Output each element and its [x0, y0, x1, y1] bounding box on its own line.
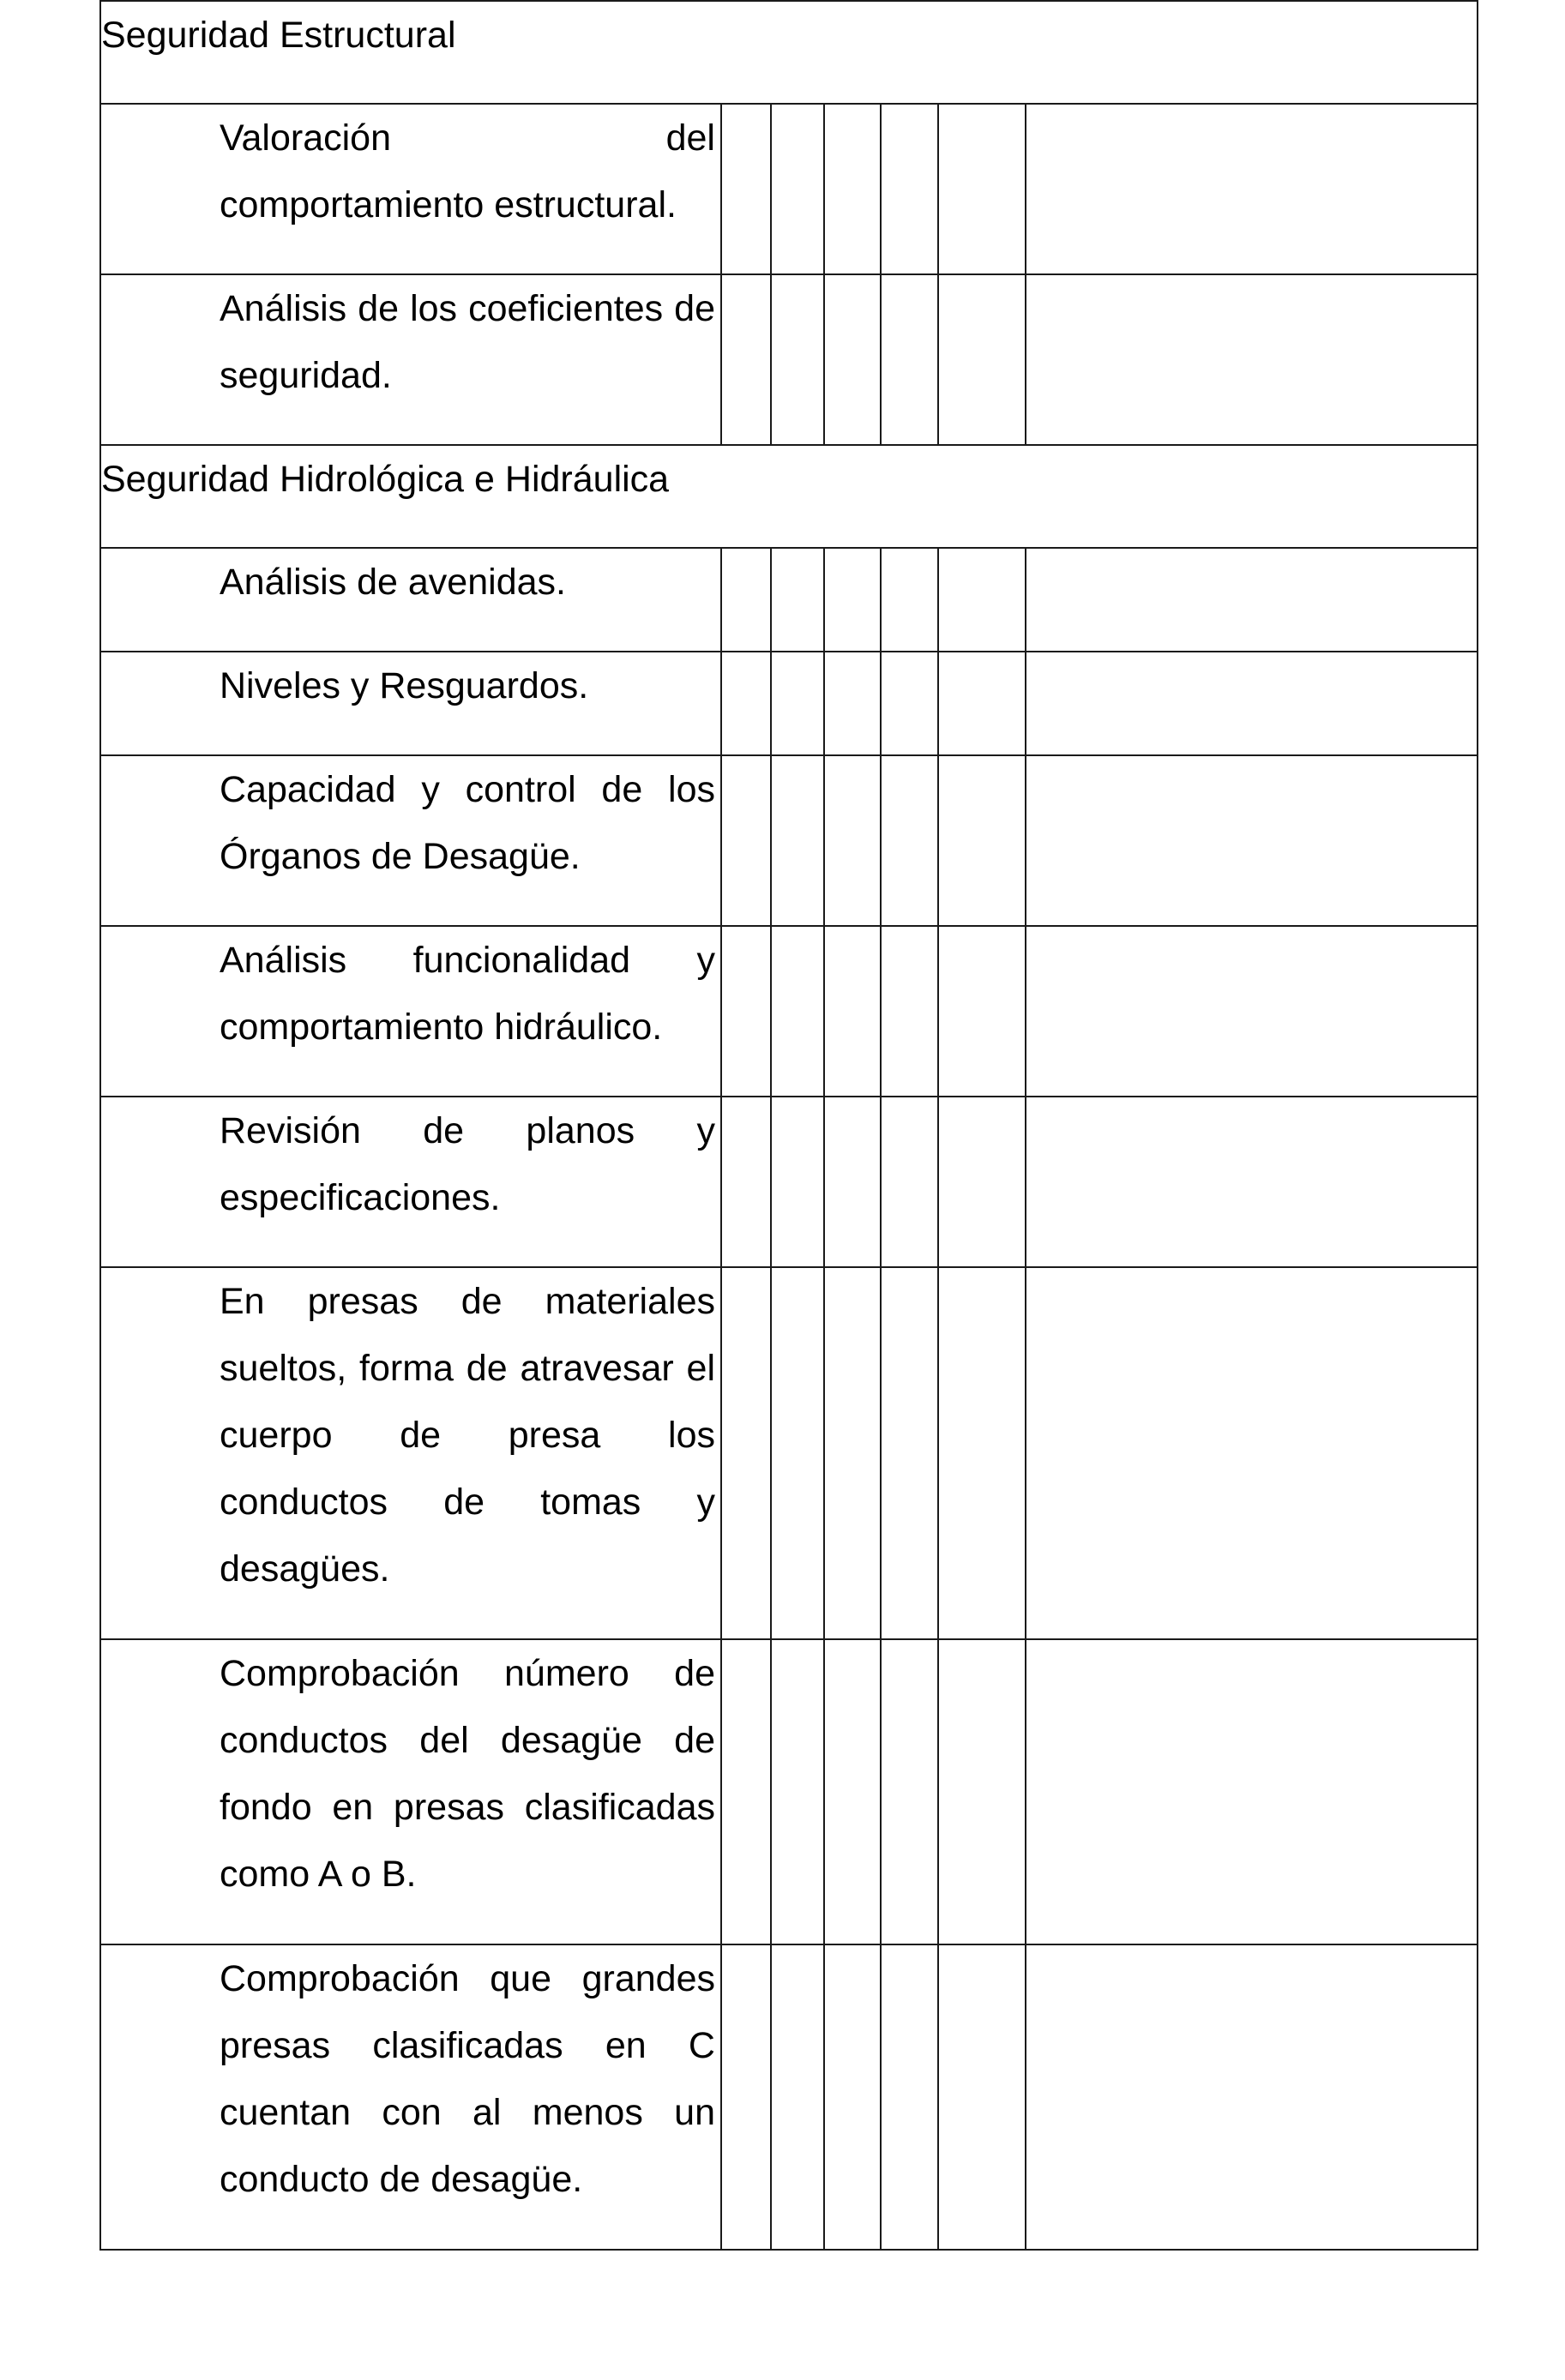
check-cell[interactable] [881, 652, 938, 755]
check-cell[interactable] [824, 274, 881, 445]
check-cell[interactable] [721, 755, 771, 926]
check-cell[interactable] [771, 548, 824, 652]
check-cell[interactable] [824, 755, 881, 926]
item-description-cell [100, 652, 721, 755]
check-cell[interactable] [721, 1639, 771, 1944]
check-cell[interactable] [881, 926, 938, 1097]
check-cell[interactable] [771, 1639, 824, 1944]
check-cell[interactable] [824, 1944, 881, 2250]
check-cell[interactable] [881, 755, 938, 926]
observations-cell[interactable] [1026, 274, 1478, 445]
check-cell[interactable] [824, 1097, 881, 1267]
observations-cell[interactable] [1026, 1639, 1478, 1944]
observations-cell[interactable] [1026, 755, 1478, 926]
check-cell[interactable] [721, 1944, 771, 2250]
observations-cell[interactable] [1026, 1097, 1478, 1267]
section-title: Seguridad Hidrológica e Hidráulica [100, 445, 1478, 548]
observations-cell[interactable] [1026, 926, 1478, 1097]
check-cell[interactable] [938, 926, 1026, 1097]
checklist-row [100, 104, 1478, 274]
check-cell[interactable] [771, 1944, 824, 2250]
check-cell[interactable] [938, 755, 1026, 926]
check-cell[interactable] [881, 1097, 938, 1267]
section-title: Seguridad Estructural [100, 1, 1478, 104]
check-cell[interactable] [721, 104, 771, 274]
check-cell[interactable] [938, 274, 1026, 445]
observations-cell[interactable] [1026, 1267, 1478, 1639]
checklist-row [100, 548, 1478, 652]
check-cell[interactable] [881, 1944, 938, 2250]
check-cell[interactable] [824, 548, 881, 652]
checklist-row [100, 926, 1478, 1097]
check-cell[interactable] [938, 652, 1026, 755]
checklist-row [100, 755, 1478, 926]
check-cell[interactable] [824, 1267, 881, 1639]
check-cell[interactable] [881, 1639, 938, 1944]
item-description: Comprobación que grandes presas clasificadas en C cuentan con al menos un conducto de desagüe. [220, 1958, 715, 2200]
check-cell[interactable] [881, 274, 938, 445]
check-cell[interactable] [881, 1267, 938, 1639]
observations-cell[interactable] [1026, 548, 1478, 652]
item-description-cell [100, 1267, 721, 1639]
check-cell[interactable] [771, 652, 824, 755]
check-cell[interactable] [771, 1097, 824, 1267]
checklist-row [100, 1639, 1478, 1944]
observations-cell[interactable] [1026, 1944, 1478, 2250]
check-cell[interactable] [721, 1267, 771, 1639]
observations-cell[interactable] [1026, 104, 1478, 274]
item-description: Capacidad y control de los Órganos de Desagüe. [220, 769, 715, 877]
section-header-row [100, 1, 1478, 104]
checklist-row [100, 1944, 1478, 2250]
check-cell[interactable] [771, 926, 824, 1097]
item-description-cell [100, 548, 721, 652]
check-cell[interactable] [824, 652, 881, 755]
check-cell[interactable] [771, 274, 824, 445]
item-description-cell [100, 1639, 721, 1944]
check-cell[interactable] [881, 104, 938, 274]
item-description: Niveles y Resguardos. [220, 665, 589, 706]
check-cell[interactable] [771, 1267, 824, 1639]
checklist-row [100, 1097, 1478, 1267]
item-description-cell [100, 1944, 721, 2250]
inspection-checklist-table [99, 0, 1478, 2251]
item-description: Valoración del comportamiento estructural. [220, 117, 715, 225]
checklist-row [100, 274, 1478, 445]
item-description: Análisis funcionalidad y comportamiento hidráulico. [220, 940, 715, 1048]
check-cell[interactable] [881, 548, 938, 652]
observations-cell[interactable] [1026, 652, 1478, 755]
check-cell[interactable] [938, 1944, 1026, 2250]
item-description: Revisión de planos y especificaciones. [220, 1110, 715, 1218]
check-cell[interactable] [824, 926, 881, 1097]
check-cell[interactable] [721, 1097, 771, 1267]
item-description-cell [100, 104, 721, 274]
checklist-row [100, 1267, 1478, 1639]
check-cell[interactable] [824, 104, 881, 274]
check-cell[interactable] [938, 1639, 1026, 1944]
section-header-row [100, 445, 1478, 548]
item-description-cell [100, 274, 721, 445]
check-cell[interactable] [721, 274, 771, 445]
check-cell[interactable] [721, 926, 771, 1097]
item-description-cell [100, 926, 721, 1097]
check-cell[interactable] [721, 652, 771, 755]
item-description-cell [100, 1097, 721, 1267]
item-description: Comprobación número de conductos del desagüe de fondo en presas clasificadas como A o B. [220, 1653, 715, 1895]
check-cell[interactable] [938, 548, 1026, 652]
check-cell[interactable] [771, 755, 824, 926]
check-cell[interactable] [938, 104, 1026, 274]
check-cell[interactable] [824, 1639, 881, 1944]
check-cell[interactable] [938, 1097, 1026, 1267]
check-cell[interactable] [938, 1267, 1026, 1639]
item-description: Análisis de los coeficientes de seguridad. [220, 288, 715, 396]
item-description: En presas de materiales sueltos, forma de atravesar el cuerpo de presa los conductos de tomas y desagües. [220, 1281, 715, 1590]
item-description-cell [100, 755, 721, 926]
check-cell[interactable] [721, 548, 771, 652]
check-cell[interactable] [771, 104, 824, 274]
item-description: Análisis de avenidas. [220, 562, 566, 603]
checklist-row [100, 652, 1478, 755]
